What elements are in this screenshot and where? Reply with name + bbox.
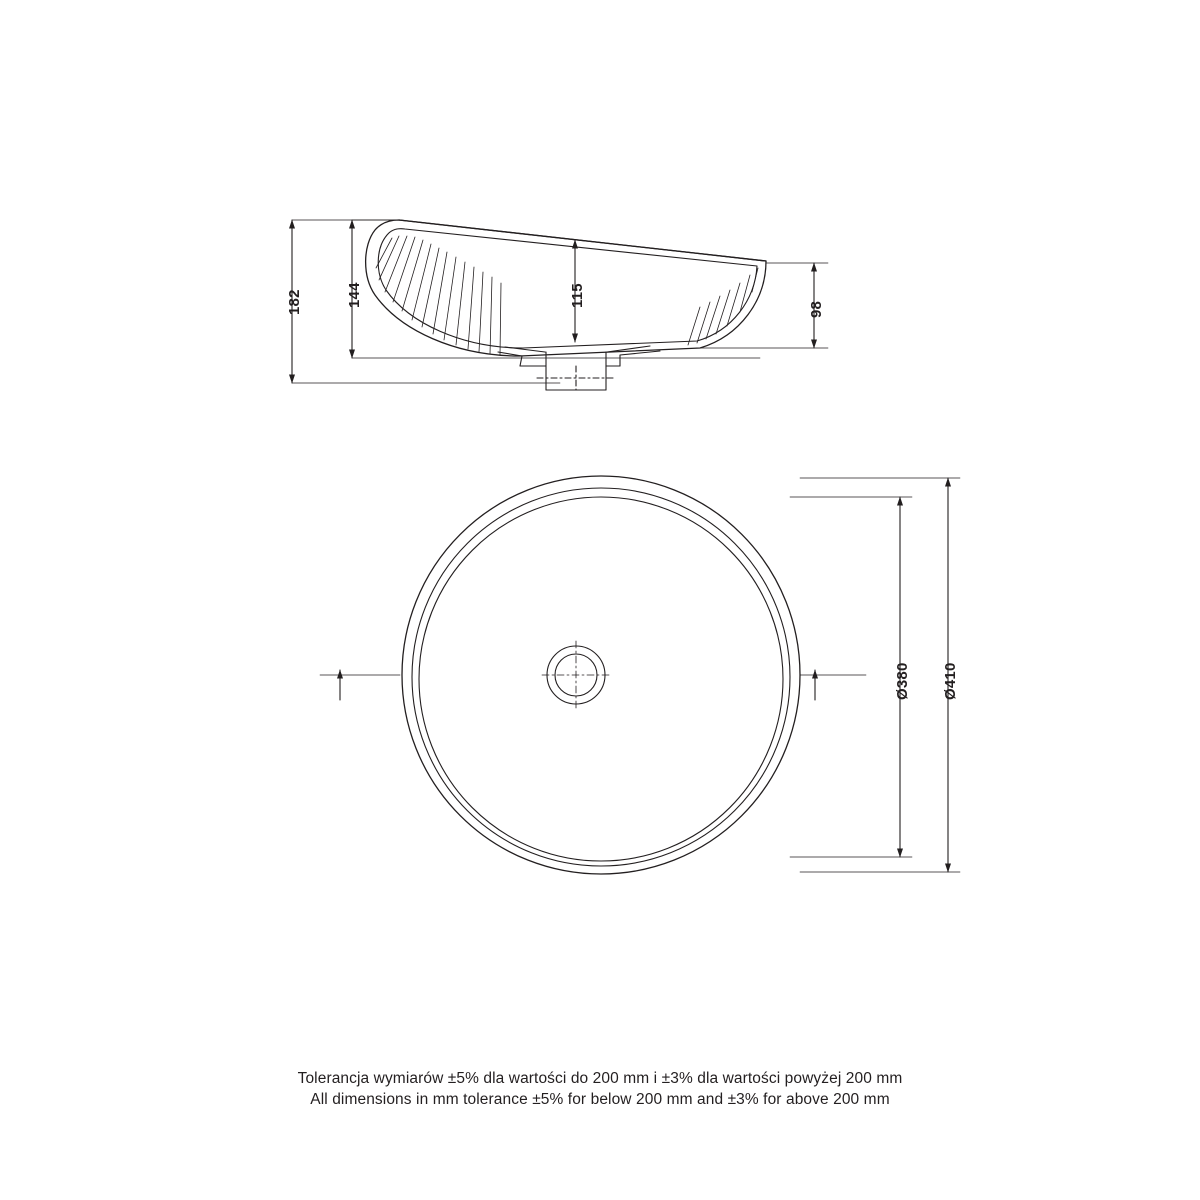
tolerance-note-pl: Tolerancja wymiarów ±5% dla wartości do 200 mm i ±3% dla wartości powyżej 200 mm <box>297 1070 903 1087</box>
side-section-view <box>292 220 828 390</box>
dimension-label-98: 98 <box>808 300 825 318</box>
dimension-label-d410: Ø410 <box>942 662 959 700</box>
centre-mark-right <box>800 670 866 700</box>
dimension-182 <box>292 220 560 383</box>
tolerance-notes <box>0 1068 1200 1110</box>
dimension-label-d380: Ø380 <box>894 662 911 700</box>
dimension-label-115: 115 <box>569 283 586 308</box>
dimension-label-182: 182 <box>286 289 303 315</box>
top-view <box>320 476 960 874</box>
dimension-label-144: 144 <box>346 282 363 308</box>
tolerance-note-en: All dimensions in mm tolerance ±5% for below 200 mm and ±3% for above 200 mm <box>310 1091 890 1108</box>
centre-mark-left <box>320 670 400 700</box>
